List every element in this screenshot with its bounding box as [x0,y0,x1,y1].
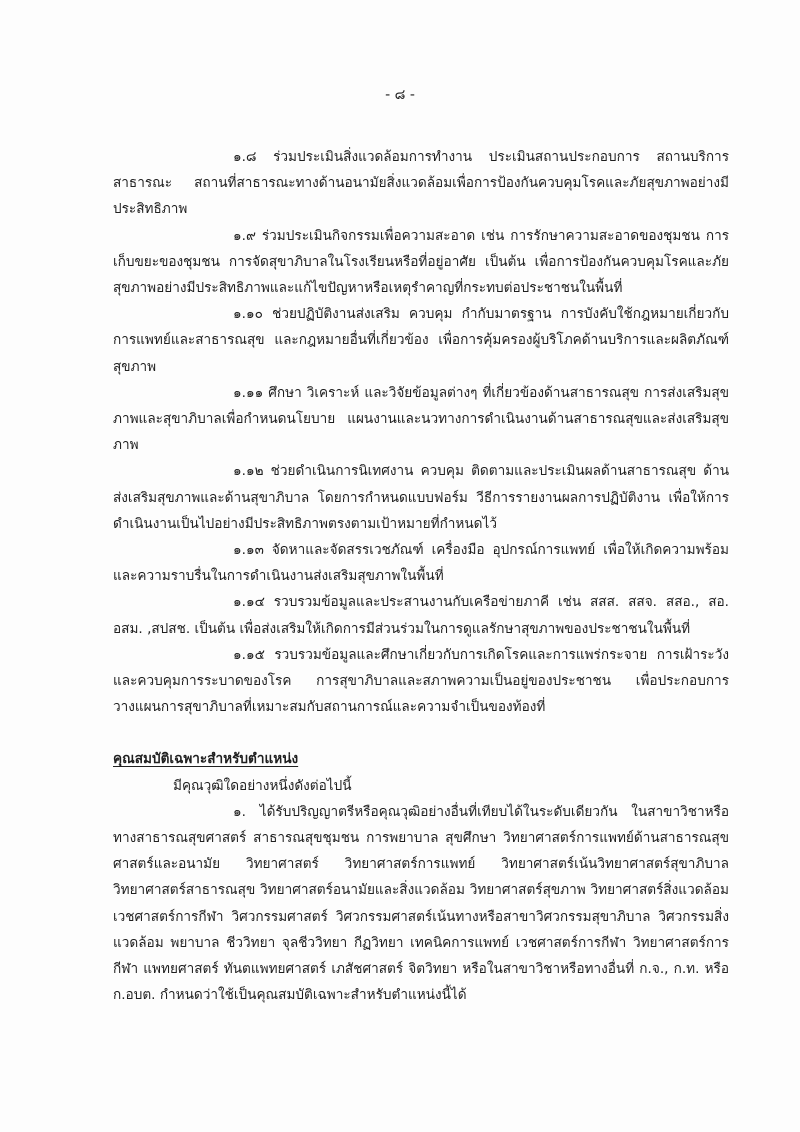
duty-item-1-10 [113,301,729,380]
item-number: ๑.๑๐ [233,306,263,323]
qualification-item-1 [113,799,729,1009]
qualifications-intro: มีคุณวุฒิใดอย่างหนึ่งดังต่อไปนี้ [173,777,352,794]
duty-item-1-14 [113,589,729,641]
item-text: จัดหาและจัดสรรเวชภัณฑ์ เครื่องมือ อุปกรณ์การแพทย์ เพื่อให้เกิดความพร้อมและความราบรื่นในการดำเนินงานส่งเสริมสุขภาพในพื้นที่ [113,542,729,585]
item-text: รวบรวมข้อมูลและศึกษาเกี่ยวกับการเกิดโรคและการแพร่กระจาย การเฝ้าระวังและควบคุมการระบาดของโรค การสุขาภิบาลและสภาพความเป็นอยู่ของประชาชน เพื่อประกอบการวางแผนการสุขาภิบาลที่เหมาะสมกับสถานการณ์และความจำเป็นของท้องที่ [113,646,729,716]
item-number: ๑.๘ [233,149,257,165]
duty-item-1-9 [113,223,729,302]
item-text: ศึกษา วิเคราะห์ และวิจัยข้อมูลต่างๆ ที่เกี่ยวข้องด้านสาธารณสุข การส่งเสริมสุขภาพและสุขาภิบาลเพื่อกำหนดนโยบาย แผนงานและนวทางการดำเนินงานด้านสาธารณสุขและส่งเสริมสุขภาพ [113,384,730,454]
item-number: ๑. [233,803,246,820]
item-text: ร่วมประเมินสิ่งแวดล้อมการทำงาน ประเมินสถานประกอบการ สถานบริการสาธารณะ สถานที่สาธารณะทางด้านอนามัยสิ่งแวดล้อมเพื่อการป้องกันควบคุมโรคและภัยสุขภาพอย่างมีประสิทธิภาพ [113,149,729,218]
duty-item-1-13 [113,537,729,589]
section-spacer [113,720,729,746]
item-text: ร่วมประเมินกิจกรรมเพื่อความสะอาด เช่น การรักษาความสะอาดของชุมชน การเก็บขยะของชุมชน การจัดสุขาภิบาลในโรงเรียนหรือที่อยู่อาศัย เป็นต้น เพื่อการป้องกันควบคุมโรคและภัยสุขภาพอย่างมีประสิทธิภาพและแก้ไขปัญหาหรือเหตุรำคาญที่กระทบต่อประชาชนในพื้นที่ [113,227,729,297]
item-number: ๑.๑๑ [233,384,264,401]
duty-item-1-11 [113,380,729,459]
page-number: - ๘ - [385,87,415,103]
item-text: ช่วยดำเนินการนิเทศงาน ควบคุม ติดตามและประเมินผลด้านสาธารณสุข ด้านส่งเสริมสุขภาพและด้านสุขาภิบาล โดยการกำหนดแบบฟอร์ม วีธีการรายงานผลการปฏิบัติงาน เพื่อให้การดำเนินงานเป็นไปอย่างมีประสิทธิภาพตรงตามเป้าหมายที่กำหนดไว้ [113,463,729,532]
duty-item-1-15 [113,642,729,721]
item-number: ๑.๑๕ [233,646,265,663]
qualifications-heading: คุณสมบัติเฉพาะสำหรับตำแหน่ง [113,751,299,768]
item-text: ช่วยปฏิบัติงานส่งเสริม ควบคุม กำกับมาตรฐาน การบังคับใช้กฎหมายเกี่ยวกับการแพทย์และสาธารณสุข และกฎหมายอื่นที่เกี่ยวข้อง เพื่อการคุ้มครองผู้บริโภคด้านบริการและผลิตภัณฑ์สุขภาพ [113,306,729,375]
document-body [113,144,729,1009]
item-number: ๑.๑๓ [233,542,264,559]
item-text: รวบรวมข้อมูลและประสานงานกับเครือข่ายภาคี เช่น สสส. สสจ. สสอ., สอ. อสม. ,สปสช. เป็นต้น เพื่อส่งเสริมให้เกิดการมีส่วนร่วมในการดูแลรักษาสุขภาพของประชาชนในพื้นที่ [113,594,729,637]
item-text: ได้รับปริญญาตรีหรือคุณวุฒิอย่างอื่นที่เทียบได้ในระดับเดียวกัน ในสาขาวิชาหรือทางสาธารณสุขศาสตร์ สาธารณสุขชุมชน การพยาบาล สุขศึกษา วิทยาศาสตร์การแพทย์ด้านสาธารณสุขศาสตร์และอนามัย วิทยาศาสตร์ วิทยาศาสตร์การแพทย์ วิทยาศาสตร์เน้นวิทยาศาสตร์สุขาภิบาล วิทยาศาสตร์สาธารณสุข วิทยาศาสตร์อนามัยและสิ่งแวดล้อม วิทยาศาสตร์สุขภาพ วิทยาศาสตร์สิ่งแวดล้อม เวชศาสตร์การกีฬา วิศวกรรมศาสตร์ วิศวกรรมศาสตร์เน้นทางหรือสาขาวิศวกรรมสุขาภิบาล วิศวกรรมสิ่งแวดล้อม พยาบาล ชีววิทยา จุลชีววิทยา กีฏวิทยา เทคนิคการแพทย์ เวชศาสตร์การกีฬา วิทยาศาสตร์การกีฬา แพทยศาสตร์ ทันตแพทยศาสตร์ เภสัชศาสตร์ จิตวิทยา หรือในสาขาวิชาหรือทางอื่นที่ ก.จ., ก.ท. หรือ ก.อบต. กำหนดว่าใช้เป็นคุณสมบัติเฉพาะสำหรับตำแหน่งนี้ได้ [113,803,730,1004]
duty-item-1-12 [113,458,729,537]
item-number: ๑.๙ [233,227,256,244]
item-number: ๑.๑๔ [233,594,265,611]
item-number: ๑.๑๒ [233,463,264,480]
duty-item-1-8 [113,144,729,223]
